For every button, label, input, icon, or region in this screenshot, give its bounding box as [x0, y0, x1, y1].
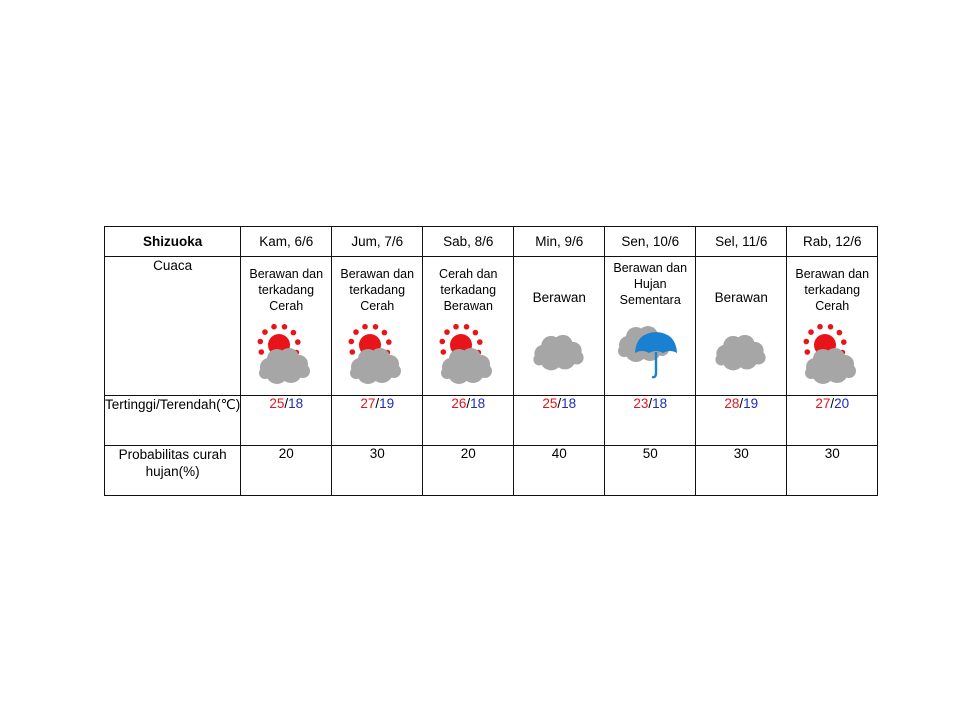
temperature-cell: 23/18 — [605, 396, 696, 446]
day-header: Jum, 7/6 — [332, 227, 423, 257]
low-temp: 18 — [561, 396, 577, 411]
day-header: Rab, 12/6 — [787, 227, 878, 257]
sun-behind-cloud-icon — [254, 323, 318, 389]
rain-probability-cell: 30 — [696, 446, 787, 496]
weather-condition: Cerah dan terkadang Berawan — [439, 267, 498, 313]
high-temp: 26 — [451, 396, 467, 411]
city-name: Shizuoka — [105, 227, 241, 257]
sun-behind-cloud-icon — [436, 323, 500, 389]
rain-probability-cell: 20 — [423, 446, 514, 496]
weather-cell — [423, 257, 514, 396]
high-temp: 25 — [269, 396, 285, 411]
rain-probability-label: Probabilitas curah hujan(%) — [105, 446, 241, 496]
rain-probability-cell: 40 — [514, 446, 605, 496]
low-temp: 18 — [470, 396, 486, 411]
weather-condition: Berawan dan terkadang Cerah — [795, 267, 870, 313]
cloud-icon — [527, 330, 591, 395]
rain-probability-cell: 30 — [787, 446, 878, 496]
temperature-cell: 27/19 — [332, 396, 423, 446]
sun-behind-cloud-icon — [800, 323, 864, 389]
cloud-umbrella-icon — [618, 323, 682, 389]
weather-row — [105, 257, 878, 396]
rain-probability-row — [105, 446, 878, 496]
weather-condition: Berawan dan Hujan Sementara — [613, 261, 688, 307]
rain-probability-cell: 20 — [241, 446, 332, 496]
weather-condition: Berawan — [532, 289, 586, 305]
high-temp: 27 — [815, 396, 831, 411]
weather-cell — [787, 257, 878, 396]
high-temp: 27 — [360, 396, 376, 411]
temperature-cell: 25/18 — [514, 396, 605, 446]
temperature-label: Tertinggi/Terendah(℃) — [105, 396, 241, 446]
temperature-row — [105, 396, 878, 446]
weather-condition: Berawan dan terkadang Cerah — [249, 267, 324, 313]
high-temp: 23 — [633, 396, 649, 411]
low-temp: 20 — [834, 396, 850, 411]
weather-cell — [605, 257, 696, 396]
day-header: Sel, 11/6 — [696, 227, 787, 257]
weather-label: Cuaca — [105, 257, 241, 396]
weather-condition: Berawan dan terkadang Cerah — [340, 267, 415, 313]
low-temp: 18 — [652, 396, 668, 411]
low-temp: 19 — [743, 396, 759, 411]
sun-behind-cloud-icon — [345, 323, 409, 389]
day-header: Min, 9/6 — [514, 227, 605, 257]
cloud-icon — [709, 330, 773, 395]
weather-cell — [332, 257, 423, 396]
high-temp: 28 — [724, 396, 740, 411]
weather-cell — [696, 257, 787, 396]
low-temp: 18 — [288, 396, 304, 411]
weather-cell — [241, 257, 332, 396]
weather-condition: Berawan — [714, 289, 768, 305]
temperature-cell: 26/18 — [423, 396, 514, 446]
day-header: Sen, 10/6 — [605, 227, 696, 257]
rain-probability-cell: 50 — [605, 446, 696, 496]
weather-cell — [514, 257, 605, 396]
header-row — [105, 227, 878, 257]
forecast-table — [104, 226, 878, 496]
low-temp: 19 — [379, 396, 395, 411]
temperature-cell: 25/18 — [241, 396, 332, 446]
day-header: Kam, 6/6 — [241, 227, 332, 257]
temperature-cell: 28/19 — [696, 396, 787, 446]
day-header: Sab, 8/6 — [423, 227, 514, 257]
high-temp: 25 — [542, 396, 558, 411]
rain-probability-cell: 30 — [332, 446, 423, 496]
temperature-cell: 27/20 — [787, 396, 878, 446]
